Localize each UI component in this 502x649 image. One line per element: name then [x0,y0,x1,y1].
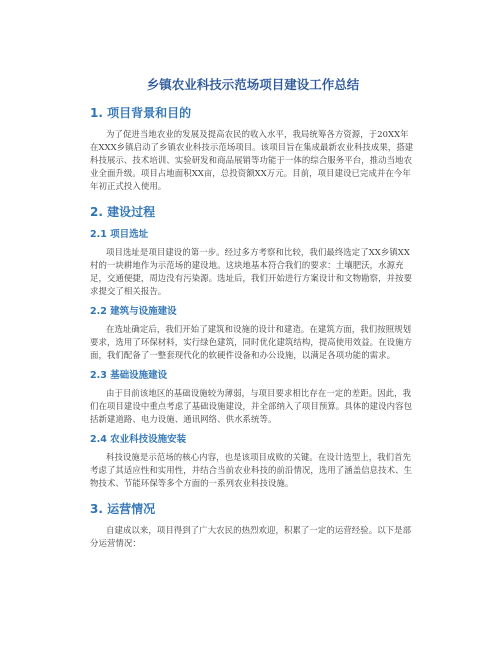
subsection-heading-buildings: 2.2 建筑与设施建设 [90,306,177,317]
section-body-background: 为了促进当地农业的发展及提高农民的收入水平，我局统筹各方资源，于20XX年在XXX乡镇启动了乡镇农业科技示范场项目。该项目旨在集成最新农业科技成果，搭建科技展示、技术培训、实验研发和商品展销等功能于一体的综合服务平台，推动当地农业全面升级。项目占地面积XX亩，总投资额XX万元。目前，项目建设已完成并在今年年初正式投入使用。 [90,129,414,191]
subsection-body-site: 项目选址是项目建设的第一步。经过多方考察和比较，我们最终选定了XX乡镇XX村的一块耕地作为示范场的建设地。这块地基本符合我们的要求：土壤肥沃，水源充足，交通便捷，周边没有污染源。选址后，我们开始进行方案设计和文物勘察，并按要求提交了相关报告。 [90,247,413,296]
section-heading-background: 1. 项目背景和目的 [90,106,192,120]
subsection-heading-infrastructure: 2.3 基础设施建设 [90,370,168,381]
section-heading-operations: 3. 运营情况 [90,502,156,516]
section-heading-construction: 2. 建设过程 [90,205,156,219]
subsection-body-tech-facilities: 科技设施是示范场的核心内容，也是该项目成败的关键。在设计选型上，我们首先考虑了其适应性和实用性，并结合当前农业科技的前沿情况，选用了涵盖信息技术、生物技术、节能环保等多个方面的一系列农业科技设施。 [90,452,413,488]
section-body-operations: 自建成以来，项目得到了广大农民的热烈欢迎，积累了一定的运营经验。以下是部分运营情况： [90,525,412,548]
subsection-heading-tech-facilities: 2.4 农业科技设施安装 [90,434,187,445]
document-title: 乡镇农业科技示范场项目建设工作总结 [146,77,360,92]
subsection-body-buildings: 在选址确定后，我们开始了建筑和设施的设计和建造。在建筑方面，我们按照规划要求，选用了环保材料，实行绿色建筑，同时优化建筑结构，提高使用效益。在设施方面，我们配备了一整套现代化的软硬件设备和办公设施，以满足各项功能的需求。 [90,324,413,360]
subsection-body-infrastructure: 由于目前该地区的基础设施较为薄弱，与项目要求相比存在一定的差距。因此，我们在项目建设中重点考虑了基础设施建设，并全部纳入了项目预算。具体的建设内容包括新建道路、电力设施、通讯网络、供水系统等。 [90,388,413,424]
subsection-heading-site: 2.1 项目选址 [90,229,149,240]
